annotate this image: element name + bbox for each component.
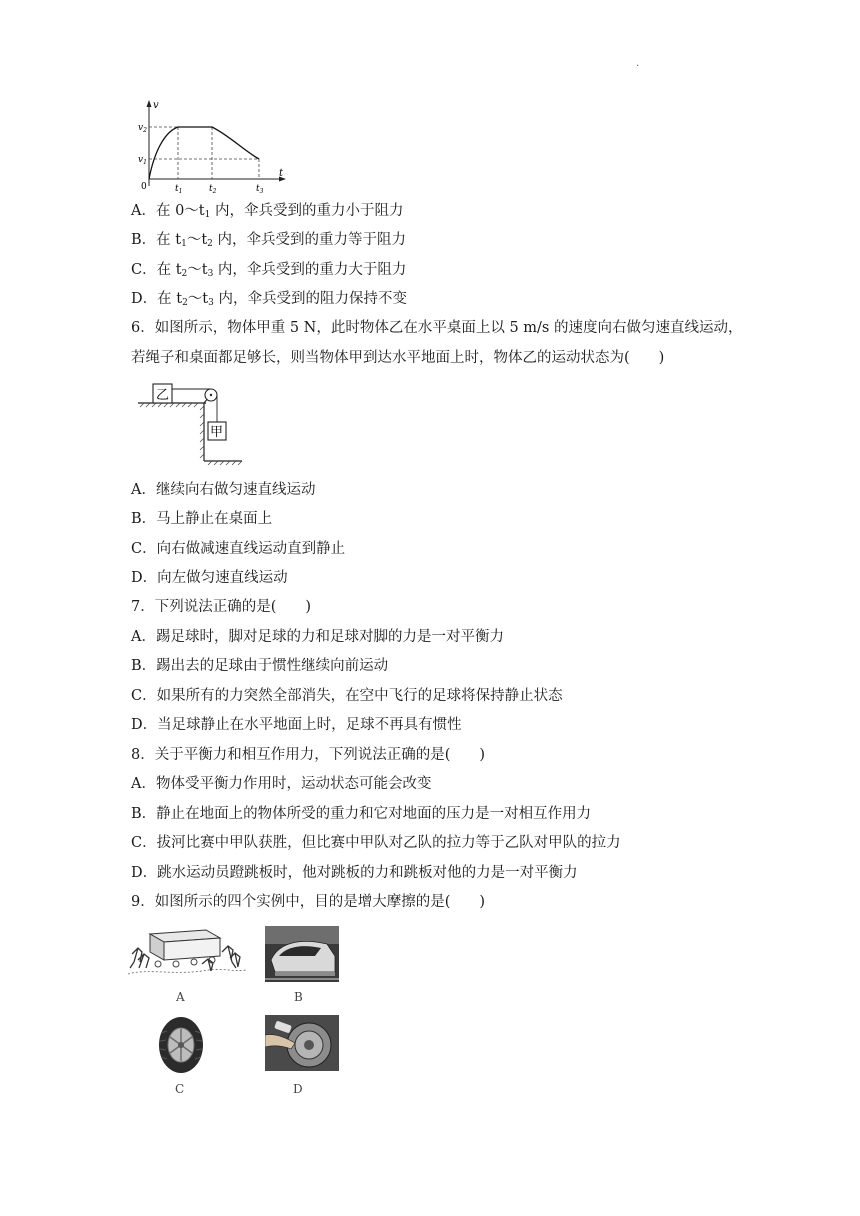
caption-b: B <box>294 990 303 1004</box>
q6-option-a: A．继续向右做匀速直线运动 <box>131 482 316 498</box>
q6-stem-line1: 6．如图所示，物体甲重 5 N，此时物体乙在水平桌面上以 5 m/s 的速度向右做匀速直线运动， <box>131 320 743 336</box>
y-tick-v1: $v_1$ <box>138 155 147 166</box>
q5-option-d: D．在 $t_2\sim t_3$ 内，伞兵受到的阻力保持不变 <box>131 291 407 308</box>
q8-option-c: C．拔河比赛中甲队获胜，但比赛中甲队对乙队的拉力等于乙队对甲队的拉力 <box>131 835 621 851</box>
q6-stem-line2: 若绳子和桌面都足够长，则当物体甲到达水平地面上时，物体乙的运动状态为( ) <box>131 350 665 366</box>
q6-option-c: C．向右做减速直线运动直到静止 <box>131 541 346 557</box>
page-mark: . <box>636 58 640 69</box>
q7-option-a: A．踢足球时，脚对足球的力和足球对脚的力是一对平衡力 <box>131 629 504 645</box>
q5-option-c: C．在 $t_2\sim t_3$ 内，伞兵受到的重力大于阻力 <box>131 262 407 279</box>
q6-option-d: D．向左做匀速直线运动 <box>131 570 288 586</box>
x-tick-t3: $t_3$ <box>256 184 264 194</box>
caption-c: C <box>175 1082 185 1096</box>
block-jia-label: 甲 <box>210 425 224 440</box>
caption-d: D <box>293 1082 303 1096</box>
y-tick-v2: $v_2$ <box>138 123 147 134</box>
q7-option-c: C．如果所有的力突然全部消失，在空中飞行的足球将保持静止状态 <box>131 688 563 704</box>
q9-stem: 9．如图所示的四个实例中，目的是增大摩擦的是( ) <box>131 894 486 910</box>
x-axis-label: t <box>279 168 284 179</box>
picture-a-rollers-icon <box>128 924 246 980</box>
q5-option-b: B．在 $t_1\sim t_2$ 内，伞兵受到的重力等于阻力 <box>131 232 406 249</box>
q5-option-a: A．在 $0\sim t_1$ 内，伞兵受到的重力小于阻力 <box>131 203 404 220</box>
q7-option-b: B．踢出去的足球由于惯性继续向前运动 <box>131 658 389 674</box>
caption-a: A <box>176 990 185 1004</box>
q8-stem: 8．关于平衡力和相互作用力，下列说法正确的是( ) <box>131 747 486 763</box>
q8-option-d: D．跳水运动员蹬跳板时，他对跳板的力和跳板对他的力是一对平衡力 <box>131 865 578 881</box>
x-tick-t2: $t_2$ <box>209 184 217 194</box>
x-tick-t1: $t_1$ <box>175 184 183 194</box>
block-yi-label: 乙 <box>156 388 170 403</box>
q8-option-b: B．静止在地面上的物体所受的重力和它对地面的压力是一对相互作用力 <box>131 806 592 822</box>
q7-option-d: D．当足球静止在水平地面上时，足球不再具有惯性 <box>131 717 462 733</box>
q7-stem: 7．下列说法正确的是( ) <box>131 599 312 615</box>
velocity-time-graph <box>138 98 288 194</box>
picture-c-tire-icon <box>155 1015 207 1075</box>
pulley-figure <box>138 378 248 468</box>
q8-option-a: A．物体受平衡力作用时，运动状态可能会改变 <box>131 776 432 792</box>
picture-d-brake-icon <box>265 1015 339 1071</box>
origin-label: 0 <box>141 182 147 192</box>
q6-option-b: B．马上静止在桌面上 <box>131 511 273 527</box>
picture-b-train-icon <box>265 926 339 982</box>
y-axis-label: v <box>153 100 159 111</box>
